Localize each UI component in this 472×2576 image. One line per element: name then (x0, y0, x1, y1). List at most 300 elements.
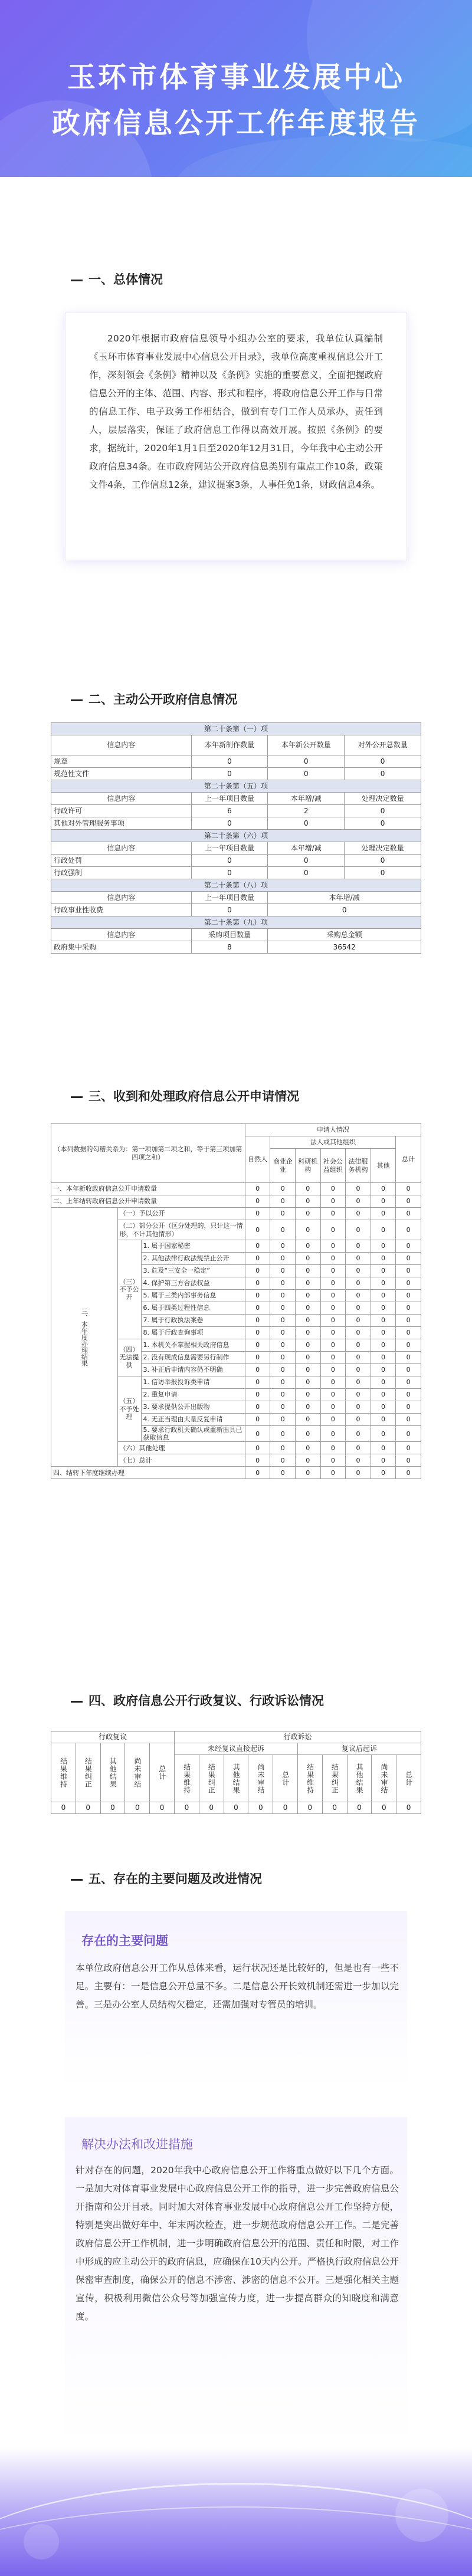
col-header: 采购项目数量 (191, 929, 268, 941)
paragraph-text: 针对存在的问题，2020年我中心政府信息公开工作将重点做好以下几个方面。一是加大对体育事业发展中心政府信息公开工作的指导，进一步完善政府信息公开指南和公开目录。同时加大对体育事业发展中心政府信息公开工作坚持方便，特别是突出做好年中、年末两次检查，进一步规范政府信息公开工作。二是完善政府信息公开工作机制，进一步明确政府信息公开的范围、责任和时限，对工作中形成的应主动公开的政府信息，应确保在10天内公开。严格执行政府信息公开保密审查制度，确保公开的信息不涉密、涉密的信息不公开。三是强化相关主题宣传，积极利用微信公众号等加强宣传力度，进一步提高群众的知晓度和满意度。 (76, 2165, 399, 2322)
col-header: 采购总金额 (268, 929, 421, 941)
table-cell: 0 (270, 1183, 296, 1195)
report-header (0, 0, 472, 177)
table-cell: 0 (396, 1339, 421, 1352)
table-cell: 0 (320, 1220, 346, 1240)
table-cell: 0 (270, 1339, 296, 1352)
row-label: 3. 要求提供公开出版物 (141, 1401, 245, 1414)
table-cell: 0 (346, 1315, 371, 1327)
row-label: 2. 重复申请 (141, 1389, 245, 1401)
table-cell: 0 (346, 1442, 371, 1454)
table-cell: 0 (396, 1467, 421, 1479)
table-cell: 0 (268, 904, 421, 916)
table-cell: 0 (396, 1277, 421, 1290)
table-cell: 0 (371, 1389, 396, 1401)
table-cell: 0 (346, 1240, 371, 1253)
table-cell: 0 (396, 1220, 421, 1240)
row-group-label: （四）无法提供 (117, 1339, 141, 1376)
table-cell: 规章 (51, 755, 192, 768)
table-cell: 0 (396, 1327, 421, 1339)
subsection-title: 存在的主要问题 (81, 1934, 168, 1948)
row-label: 1. 属于国家秘密 (141, 1240, 245, 1253)
row-label: （七）总计 (117, 1454, 245, 1467)
section-title-text: 一、总体情况 (88, 272, 163, 287)
row-label: （二）部分公开（区分处理的，只计这一情形，不计其他情形） (117, 1220, 245, 1240)
col-header: 本年增/减 (268, 842, 345, 855)
table-cell: 0 (270, 1364, 296, 1376)
table-cell: 行政处罚 (51, 855, 192, 867)
table-cell: 0 (320, 1240, 346, 1253)
table-cell: 0 (396, 1195, 421, 1208)
table-cell: 0 (191, 904, 268, 916)
table-cell: 0 (346, 1208, 371, 1220)
col-header: 法律服务机构 (346, 1149, 371, 1183)
table-cell: 0 (396, 1315, 421, 1327)
col-header: 行政诉讼 (174, 1731, 421, 1743)
table-cell: 0 (245, 1265, 270, 1277)
table-cell: 0 (191, 867, 268, 879)
table-cell: 0 (296, 1442, 321, 1454)
table-cell: 0 (270, 1352, 296, 1364)
table-cell: 0 (371, 1240, 396, 1253)
col-header: 信息内容 (51, 842, 192, 855)
table-cell: 0 (125, 1802, 150, 1814)
table-cell: 0 (396, 1253, 421, 1265)
table-cell: 0 (396, 1240, 421, 1253)
table-cell: 0 (296, 1414, 321, 1426)
col-header: 信息内容 (51, 929, 192, 941)
row-label: 8. 属于行政查询事项 (141, 1327, 245, 1339)
section-title-text: 四、政府信息公开行政复议、行政诉讼情况 (88, 1694, 324, 1708)
table-cell: 0 (346, 1277, 371, 1290)
table-cell: 0 (270, 1327, 296, 1339)
application-table (51, 1123, 421, 1479)
table-cell: 0 (347, 1802, 372, 1814)
col-header: 社会公益组织 (320, 1149, 346, 1183)
table-cell: 0 (346, 1253, 371, 1265)
table-cell: 0 (371, 1265, 396, 1277)
table-cell: 0 (396, 1364, 421, 1376)
table-cell: 0 (346, 1195, 371, 1208)
table-cell: 0 (320, 1195, 346, 1208)
report-title-line1: 玉环市体育事业发展中心 (67, 61, 405, 94)
table-cell: 0 (245, 1376, 270, 1389)
table-cell: 0 (245, 1401, 270, 1414)
col-header: 总计 (273, 1755, 298, 1802)
section-title (71, 690, 237, 708)
footer-decoration (0, 2447, 472, 2576)
col-header: 结果维持 (174, 1755, 199, 1802)
table-cell: 0 (296, 1220, 321, 1240)
row-label: （一）予以公开 (117, 1208, 245, 1220)
row-label: 四、结转下年度继续办理 (51, 1467, 245, 1479)
subsection-title: 解决办法和改进措施 (81, 2137, 193, 2151)
paragraph-text: 本单位政府信息公开工作从总体来看，运行状况还是比较好的，但是也有一些不足。主要有：一是信息公开总量不多。二是信息公开长效机制还需进一步加以完善。三是办公室人员结构欠稳定，还需加强对专管员的培训。 (76, 1963, 399, 2010)
row-label: 1. 信访举报投诉类申请 (141, 1376, 245, 1389)
col-header: 总计 (150, 1743, 175, 1802)
col-header: 处理决定数量 (345, 842, 421, 855)
problems-paragraph (76, 1959, 399, 2014)
col-header: 其他结果 (224, 1755, 248, 1802)
table-cell: 0 (273, 1802, 298, 1814)
table-cell: 0 (270, 1302, 296, 1315)
table-cell: 0 (322, 1802, 347, 1814)
table-cell: 0 (371, 1339, 396, 1352)
table-cell: 0 (270, 1277, 296, 1290)
table-cell: 0 (320, 1302, 346, 1315)
active-disclosure-table (51, 722, 421, 954)
table-cell: 0 (345, 817, 421, 830)
table-cell: 0 (270, 1195, 296, 1208)
section-title (71, 1691, 324, 1709)
table-cell: 0 (396, 1302, 421, 1315)
table-cell: 0 (396, 1401, 421, 1414)
table-cell: 0 (199, 1802, 224, 1814)
section-title (71, 270, 163, 288)
col-header: 总计 (396, 1136, 421, 1183)
table-cell: 0 (270, 1290, 296, 1302)
table-cell: 0 (320, 1183, 346, 1195)
table-cell: 0 (100, 1802, 125, 1814)
table-cell: 0 (371, 1352, 396, 1364)
col-header: 结果纠正 (322, 1755, 347, 1802)
row-label: 一、本年新收政府信息公开申请数量 (51, 1183, 245, 1195)
table-cell: 0 (346, 1352, 371, 1364)
table-cell: 0 (320, 1389, 346, 1401)
col-header: 尚未审结 (372, 1755, 396, 1802)
table-cell: 0 (191, 768, 268, 780)
table-cell: 0 (346, 1364, 371, 1376)
table-cell: 0 (270, 1315, 296, 1327)
table-cell: 0 (396, 1265, 421, 1277)
table-cell: 0 (245, 1364, 270, 1376)
table-cell: 0 (296, 1302, 321, 1315)
table-cell: 0 (268, 817, 345, 830)
report-title-line2: 政府信息公开工作年度报告 (51, 107, 420, 140)
table-cell: 0 (371, 1208, 396, 1220)
table-cell: 0 (345, 755, 421, 768)
row-group-label: （三）不予公开 (117, 1240, 141, 1339)
table-cell: 0 (296, 1454, 321, 1467)
col-header: 对外公开总数量 (345, 735, 421, 755)
table-cell: 0 (346, 1265, 371, 1277)
col-header: 申请人情况 (245, 1124, 421, 1136)
col-header: 信息内容 (51, 735, 192, 755)
table-cell: 0 (396, 1414, 421, 1426)
row-label: （六）其他处理 (117, 1442, 245, 1454)
table-cell: 0 (320, 1208, 346, 1220)
col-header: 本年新公开数量 (268, 735, 345, 755)
table-cell: 0 (296, 1253, 321, 1265)
table-cell: 0 (245, 1467, 270, 1479)
table-cell: 0 (320, 1414, 346, 1426)
header-decoration (177, 136, 472, 177)
col-header: 总计 (396, 1755, 421, 1802)
row-label: 3. 危及“三安全一稳定” (141, 1265, 245, 1277)
table-cell: 0 (296, 1352, 321, 1364)
table-cell: 0 (371, 1253, 396, 1265)
table-cell: 0 (296, 1401, 321, 1414)
table-cell: 行政事业性收费 (51, 904, 192, 916)
table-cell: 0 (245, 1220, 270, 1240)
col-header: 其他结果 (347, 1755, 372, 1802)
table-cell: 0 (345, 855, 421, 867)
table-cell: 0 (245, 1277, 270, 1290)
table-cell: 0 (191, 817, 268, 830)
table-cell: 0 (320, 1467, 346, 1479)
table-cell: 0 (245, 1414, 270, 1426)
row-group-label: 三、本年度办理结果 (51, 1208, 118, 1467)
col-header: 结果维持 (51, 1743, 76, 1802)
table-cell: 6 (191, 805, 268, 817)
table-cell: 0 (371, 1290, 396, 1302)
group-header: 第二十条第（五）项 (51, 780, 421, 793)
table-cell: 0 (346, 1220, 371, 1240)
table-cell: 0 (224, 1802, 248, 1814)
table-cell: 0 (245, 1290, 270, 1302)
row-label: 4. 无正当理由大量反复申请 (141, 1414, 245, 1426)
table-cell: 0 (296, 1467, 321, 1479)
table-cell: 2 (268, 805, 345, 817)
table-cell: 0 (245, 1339, 270, 1352)
table-cell: 0 (371, 1364, 396, 1376)
table-cell: 0 (296, 1265, 321, 1277)
col-header: 结果纠正 (199, 1755, 224, 1802)
table-cell: 0 (296, 1277, 321, 1290)
group-header: 第二十条第（九）项 (51, 916, 421, 929)
table-cell: 0 (245, 1240, 270, 1253)
table-cell: 其他对外管理服务事项 (51, 817, 192, 830)
table-cell: 0 (371, 1401, 396, 1414)
col-header: 上一年项目数量 (191, 842, 268, 855)
table-cell: 0 (371, 1277, 396, 1290)
table-cell: 0 (296, 1315, 321, 1327)
table-cell: 0 (396, 1802, 421, 1814)
table-cell: 0 (245, 1253, 270, 1265)
col-header: 行政复议 (51, 1731, 175, 1743)
col-header: 上一年项目数量 (191, 892, 268, 904)
col-header: 其他结果 (100, 1743, 125, 1802)
group-header: 第二十条第（八）项 (51, 879, 421, 892)
table-cell: 0 (396, 1454, 421, 1467)
table-cell: 0 (346, 1302, 371, 1315)
group-header: 第二十条第（一）项 (51, 723, 421, 735)
table-cell: 0 (345, 805, 421, 817)
table-cell: 0 (268, 855, 345, 867)
table-cell: 0 (396, 1352, 421, 1364)
table-cell: 0 (174, 1802, 199, 1814)
table-cell: 0 (371, 1442, 396, 1454)
table-cell: 0 (270, 1389, 296, 1401)
table-cell: 0 (296, 1376, 321, 1389)
row-label: 5. 属于三类内部事务信息 (141, 1290, 245, 1302)
row-label: 2. 没有现成信息需要另行制作 (141, 1352, 245, 1364)
table-cell: 0 (320, 1352, 346, 1364)
table-cell: 0 (270, 1240, 296, 1253)
table-cell: 0 (371, 1414, 396, 1426)
table-cell: 0 (396, 1426, 421, 1442)
table-cell: 0 (371, 1426, 396, 1442)
row-label: 5. 要求行政机关确认或重新出具已获取信息 (141, 1426, 245, 1442)
section-title-text: 三、收到和处理政府信息公开申请情况 (88, 1089, 299, 1103)
table-cell: 0 (76, 1802, 100, 1814)
table-cell: 0 (396, 1442, 421, 1454)
col-header: 其他 (371, 1149, 396, 1183)
section-title-text: 五、存在的主要问题及改进情况 (88, 1872, 262, 1886)
section-title (71, 1087, 299, 1105)
table-cell: 行政强制 (51, 867, 192, 879)
table-cell: 0 (371, 1195, 396, 1208)
table-cell: 0 (346, 1389, 371, 1401)
table-cell: 0 (270, 1414, 296, 1426)
table-cell: 0 (270, 1208, 296, 1220)
table-cell: 0 (245, 1426, 270, 1442)
table-cell: 0 (345, 867, 421, 879)
table-cell: 0 (245, 1442, 270, 1454)
table-cell: 0 (297, 1802, 322, 1814)
table-cell: 0 (296, 1290, 321, 1302)
table-cell: 0 (346, 1467, 371, 1479)
section-title-text: 二、主动公开政府信息情况 (88, 692, 237, 707)
table-cell: 0 (245, 1208, 270, 1220)
table-cell: 0 (296, 1327, 321, 1339)
table-cell: 0 (270, 1265, 296, 1277)
col-header: 法人或其他组织 (270, 1136, 396, 1149)
section-title (71, 1869, 262, 1887)
table-cell: 0 (268, 755, 345, 768)
table-cell: 0 (296, 1426, 321, 1442)
row-group-label: （五）不予处理 (117, 1376, 141, 1442)
row-label: 2. 其他法律行政法规禁止公开 (141, 1253, 245, 1265)
table-cell: 0 (248, 1802, 273, 1814)
table-cell: 0 (270, 1426, 296, 1442)
table-cell: 0 (320, 1339, 346, 1352)
table-cell: 0 (268, 867, 345, 879)
col-header: 未经复议直接起诉 (174, 1743, 297, 1755)
table-cell: 0 (245, 1302, 270, 1315)
col-header: 本年增/减 (268, 793, 345, 805)
table-cell: 0 (320, 1364, 346, 1376)
table-cell: 0 (191, 855, 268, 867)
table-cell: 0 (371, 1376, 396, 1389)
table-cell: 0 (320, 1376, 346, 1389)
table-cell: 0 (320, 1315, 346, 1327)
table-cell: 0 (346, 1339, 371, 1352)
table-cell: 0 (372, 1802, 396, 1814)
table-cell: 0 (270, 1401, 296, 1414)
table-cell: 0 (270, 1253, 296, 1265)
col-header: 信息内容 (51, 793, 192, 805)
measures-paragraph (76, 2161, 399, 2326)
table-cell: 0 (320, 1265, 346, 1277)
row-label: 7. 属于行政执法案卷 (141, 1315, 245, 1327)
col-header: 本年增/减 (268, 892, 421, 904)
table-cell: 0 (270, 1454, 296, 1467)
table-cell: 0 (270, 1442, 296, 1454)
table-cell: 0 (296, 1389, 321, 1401)
table-cell: 0 (396, 1376, 421, 1389)
col-header: 复议后起诉 (297, 1743, 421, 1755)
table-cell: 0 (346, 1401, 371, 1414)
row-label: 4. 保护第三方合法权益 (141, 1277, 245, 1290)
table-cell: 0 (346, 1290, 371, 1302)
col-header: 结果纠正 (76, 1743, 100, 1802)
review-litigation-table (51, 1731, 421, 1814)
col-header: 商业企业 (270, 1149, 296, 1183)
table-cell: 0 (245, 1352, 270, 1364)
col-header: 本年新制作数量 (191, 735, 268, 755)
table-cell: 0 (346, 1426, 371, 1442)
table-cell: 0 (346, 1414, 371, 1426)
table-cell: 0 (245, 1454, 270, 1467)
table-cell: 0 (296, 1240, 321, 1253)
table-cell: 0 (371, 1467, 396, 1479)
overview-paragraph: 2020年根据市政府信息领导小组办公室的要求，我单位认真编制《玉环市体育事业发展中心信息公开目录》，我单位高度重视信息公开工作，深刻领会《条例》精神以及《条例》实施的重要意义，全面把握政府信息公开的主体、范围、内容、形式和程序，将政府信息公开工作与日常的信息工作、电子政务工作相结合，做到有专门工作人员承办，责任到人，层层落实，保证了政府信息工作得以高效开展。按照《条例》的要求，据统计，2020年1月1日至2020年12月31日，今年我中心主动公开政府信息34条。在市政府网站公开政府信息类别有重点工作10条，政策文件4条，工作信息12条，建议提案3条，人事任免1条，财政信息4条。 (89, 333, 383, 490)
table-cell: 0 (396, 1290, 421, 1302)
group-header: 第二十条第（六）项 (51, 830, 421, 842)
table-cell: 0 (270, 1467, 296, 1479)
table-cell: 0 (245, 1195, 270, 1208)
row-label: 6. 属于四类过程性信息 (141, 1302, 245, 1315)
table-cell: 0 (371, 1220, 396, 1240)
table-cell: 0 (320, 1253, 346, 1265)
row-label: 1. 本机关不掌握相关政府信息 (141, 1339, 245, 1352)
table-cell: 0 (270, 1376, 296, 1389)
table-cell: 0 (270, 1220, 296, 1240)
table-cell: 0 (296, 1339, 321, 1352)
table-cell: 36542 (268, 941, 421, 954)
table-cell: 0 (320, 1426, 346, 1442)
col-header: 处理决定数量 (345, 793, 421, 805)
table-cell: 0 (150, 1802, 175, 1814)
table-cell: 0 (320, 1401, 346, 1414)
table-cell: 0 (51, 1802, 76, 1814)
table-cell: 0 (346, 1327, 371, 1339)
row-label: 二、上年结转政府信息公开申请数量 (51, 1195, 245, 1208)
table-cell: 行政许可 (51, 805, 192, 817)
corner-note: （本列数据的勾稽关系为：第一项加第二项之和，等于第三项加第四项之和） (51, 1124, 245, 1183)
table-cell: 0 (245, 1183, 270, 1195)
row-label: 3. 补正后申请内容仍不明确 (141, 1364, 245, 1376)
table-cell: 0 (371, 1302, 396, 1315)
table-cell: 0 (296, 1183, 321, 1195)
overview-card (65, 313, 407, 560)
table-cell: 0 (320, 1454, 346, 1467)
table-cell: 0 (346, 1376, 371, 1389)
table-cell: 0 (371, 1454, 396, 1467)
col-header: 尚未审结 (248, 1755, 273, 1802)
table-cell: 0 (296, 1195, 321, 1208)
col-header: 结果维持 (297, 1755, 322, 1802)
table-cell: 0 (396, 1183, 421, 1195)
col-header: 信息内容 (51, 892, 192, 904)
table-cell: 0 (346, 1183, 371, 1195)
table-cell: 0 (320, 1327, 346, 1339)
table-cell: 0 (320, 1277, 346, 1290)
table-cell: 0 (346, 1454, 371, 1467)
col-header: 自然人 (245, 1136, 270, 1183)
table-cell: 规范性文件 (51, 768, 192, 780)
table-cell: 0 (268, 768, 345, 780)
table-cell: 0 (371, 1327, 396, 1339)
table-cell: 0 (371, 1183, 396, 1195)
table-cell: 政府集中采购 (51, 941, 192, 954)
table-cell: 0 (345, 768, 421, 780)
col-header: 科研机构 (296, 1149, 321, 1183)
table-cell: 0 (296, 1364, 321, 1376)
table-cell: 0 (396, 1389, 421, 1401)
table-cell: 0 (245, 1389, 270, 1401)
